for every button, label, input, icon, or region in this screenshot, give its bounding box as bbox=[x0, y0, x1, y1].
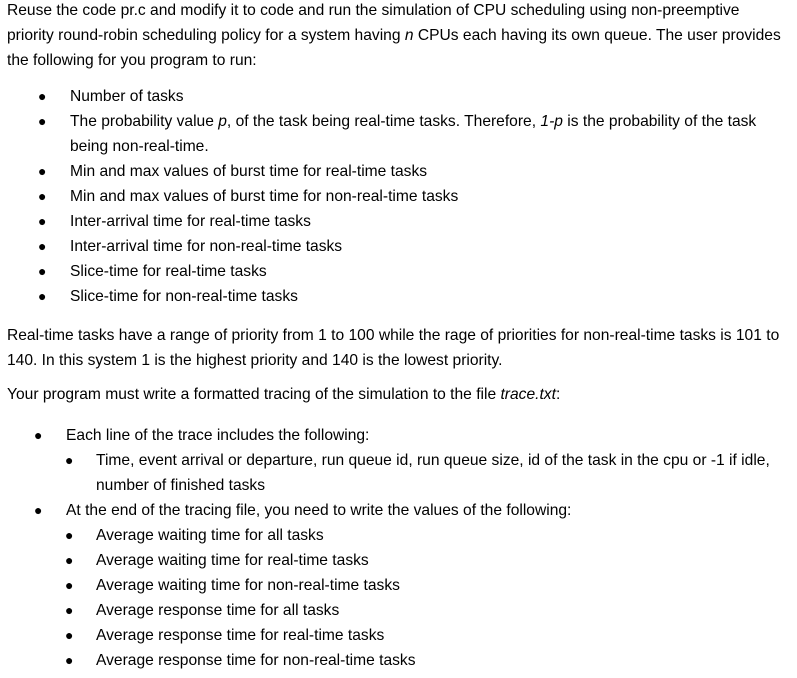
trace-text-a: Your program must write a formatted tracing of the simulation to the file bbox=[7, 386, 501, 403]
list-item-text: Inter-arrival time for real-time tasks bbox=[70, 213, 311, 230]
bullet-icon: ● bbox=[38, 213, 47, 229]
intro-text-b: CPUs each having its own queue. The user provides the following for you program to run: bbox=[7, 27, 781, 69]
intro-paragraph bbox=[7, 0, 789, 73]
sub-list-item bbox=[65, 623, 791, 648]
bullet-icon: ● bbox=[38, 113, 47, 129]
sub-list-item bbox=[65, 573, 791, 598]
trace-line-sublist bbox=[66, 448, 791, 498]
bullet-icon: ● bbox=[65, 602, 74, 618]
list-item bbox=[34, 498, 791, 673]
trace-list bbox=[34, 423, 791, 673]
bullet-icon: ● bbox=[34, 502, 43, 518]
p-variable: p bbox=[218, 113, 227, 130]
list-item bbox=[34, 423, 791, 498]
intro-text-a: Reuse the code pr.c and modify it to code and run the simulation of CPU scheduling using non-preemptive priority round-robin scheduling policy for a system having bbox=[7, 2, 740, 44]
sub-list-item bbox=[65, 448, 791, 498]
sub-list-item-text: Average response time for non-real-time tasks bbox=[96, 652, 416, 669]
list-item-text-b: , of the task being real-time tasks. Therefore, bbox=[226, 113, 541, 130]
trace-end-sublist bbox=[66, 523, 791, 673]
sub-list-item bbox=[65, 648, 791, 673]
trace-paragraph bbox=[7, 382, 789, 407]
list-item bbox=[38, 184, 790, 209]
list-item-text: Inter-arrival time for non-real-time tasks bbox=[70, 238, 343, 255]
trace-text-b: : bbox=[555, 386, 561, 403]
bullet-icon: ● bbox=[38, 188, 47, 204]
sub-list-item bbox=[65, 598, 791, 623]
list-item-text: Slice-time for non-real-time tasks bbox=[70, 288, 298, 305]
bullet-icon: ● bbox=[38, 88, 47, 104]
sub-list-item bbox=[65, 523, 791, 548]
bullet-icon: ● bbox=[65, 527, 74, 543]
one-minus-p-variable: 1-p bbox=[540, 113, 563, 130]
list-item-text-a: The probability value bbox=[70, 113, 219, 130]
intro-n-variable: n bbox=[404, 27, 414, 44]
bullet-icon: ● bbox=[65, 652, 74, 668]
bullet-icon: ● bbox=[65, 577, 74, 593]
list-item bbox=[38, 84, 790, 109]
inputs-list bbox=[38, 84, 790, 309]
list-item-text-c: is the probability of the task being non-real-time. bbox=[70, 113, 757, 155]
list-item bbox=[38, 234, 790, 259]
bullet-icon: ● bbox=[38, 263, 47, 279]
trace-filename: trace.txt bbox=[500, 386, 556, 403]
priority-paragraph: Real-time tasks have a range of priority from 1 to 100 while the rage of priorities for non-real-time tasks is 101 to 140. In this system 1 is the highest priority and 140 is the lowest priority. bbox=[7, 327, 780, 369]
list-item bbox=[38, 209, 790, 234]
bullet-icon: ● bbox=[38, 238, 47, 254]
list-item bbox=[38, 109, 790, 159]
sub-list-item-text: Average response time for real-time tasks bbox=[96, 627, 385, 644]
bullet-icon: ● bbox=[65, 552, 74, 568]
list-item-text: Min and max values of burst time for non-real-time tasks bbox=[70, 188, 459, 205]
list-item-text: Number of tasks bbox=[70, 88, 184, 105]
list-item bbox=[38, 159, 790, 184]
list-item bbox=[38, 259, 790, 284]
sub-list-item-text: Average waiting time for all tasks bbox=[96, 527, 324, 544]
sub-list-item-text: Time, event arrival or departure, run queue id, run queue size, id of the task in the cpu or -1 if idle, number of finished tasks bbox=[96, 452, 770, 494]
sub-list-item-text: Average waiting time for non-real-time tasks bbox=[96, 577, 400, 594]
bullet-icon: ● bbox=[38, 163, 47, 179]
bullet-icon: ● bbox=[65, 452, 74, 468]
list-item-text: At the end of the tracing file, you need to write the values of the following: bbox=[66, 502, 572, 519]
sub-list-item bbox=[65, 548, 791, 573]
list-item bbox=[38, 284, 790, 309]
bullet-icon: ● bbox=[34, 427, 43, 443]
sub-list-item-text: Average waiting time for real-time tasks bbox=[96, 552, 369, 569]
list-item-text: Min and max values of burst time for real-time tasks bbox=[70, 163, 428, 180]
list-item-text: Each line of the trace includes the following: bbox=[66, 427, 370, 444]
sub-list-item-text: Average response time for all tasks bbox=[96, 602, 340, 619]
list-item-text: Slice-time for real-time tasks bbox=[70, 263, 267, 280]
bullet-icon: ● bbox=[38, 288, 47, 304]
bullet-icon: ● bbox=[65, 627, 74, 643]
